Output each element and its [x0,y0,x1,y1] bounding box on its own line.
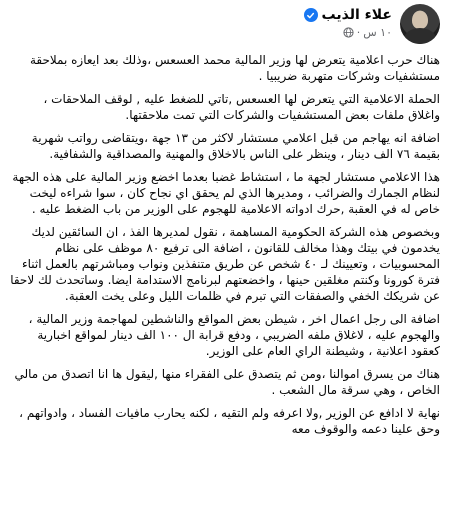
avatar-face [412,11,428,29]
post-text [10,52,440,444]
post-paragraph: نهاية لا ادافع عن الوزير ,ولا اعرفه ولم التقيه ، لكنه يحارب مافيات الفساد ، وادواتهم ، وحق علينا دعمه والوقوف معه [19,406,440,436]
avatar-body [404,28,436,44]
post-paragraph: هناك من يسرق اموالنا ،ومن ثم يتصدق على الفقراء منها ,ليقول ها انا اتصدق من مالي الخاص ، وهي سرقة مال الشعب . [14,367,440,397]
post-header [10,4,440,50]
meta-separator: · [356,26,361,39]
post-time[interactable]: ١٠ س [363,26,392,39]
post-paragraph: اضافة الى رجل اعمال اخر ، شيطن بعض المواقع والناشطين لمهاجمة وزير المالية ، والهجوم عليه ، لاغلاق ملفه الضريبي ، ودفع قرابة ال ١٠٠ الف دينار لمواقع اخبارية كعقود اعلانية ، وشيطنة الراي العام على الوزير. [28,312,440,358]
author-avatar[interactable] [400,4,440,44]
post-paragraph: وبخصوص هذه الشركة الحكومية المساهمة ، نقول لمديرها الفذ ، ان السائقين لديك يخدمون في بيتك وهذا مخالف للقانون ، اضافة الى ترفيع ٨٠ موظف على نظام المحسوبيات ، وتعيينك لـ ٤٠ شخص عن طريق متنفذين ونواب ومباشرتهم بالعمل اثناء فترة كورونا وكنتم مغلقين حينها ، واخضعتهم لبرنامج الاستدامة ايضا. وساتحدث لك لاحقا عن شريكك الخفي والصفقات التي تبرم في ظلمات الليل وعلى يخت العقبة. [10,225,440,303]
author-name-row [304,7,392,23]
author-name[interactable]: علاء الذيب [321,7,392,23]
post-paragraph: هذا الاعلامي مستشار لجهة ما ، استشاط غضبا بعدما اخضع وزير المالية على هذه الجهة لنظام الجمارك والضرائب ، ومديرها الذي لم يحقق اي نجاح كان ، سوا شراءه ليخت خاص له في العقبة ,حرك ادواته الاعلامية للهجوم على الوزير من باب الضغط عليه . [12,170,440,216]
verified-badge-icon [304,8,318,22]
post-paragraph: هناك حرب اعلامية يتعرض لها وزير المالية محمد العسعس ،وذلك بعد ايعازه بملاحقة مستشفيات وشركات متهربة ضريبيا . [29,53,440,83]
post-paragraph: الحملة الاعلامية التي يتعرض لها العسعس ,تاتي للضغط عليه , لوقف الملاحقات ، واغلاق ملفات بعض المستشفيات والشركات التي تمت ملاحقتها. [43,92,440,122]
globe-icon[interactable] [343,27,354,38]
post-meta [343,26,392,39]
post-paragraph: اضافة انه يهاجم من قبل اعلامي مستشار لاكثر من ١٣ جهة ،ويتقاضى رواتب شهرية بقيمة ٧٦ الف دينار ، وينظر على الناس بالاخلاق والمهنية والمصداقية والشفافية. [31,131,440,161]
